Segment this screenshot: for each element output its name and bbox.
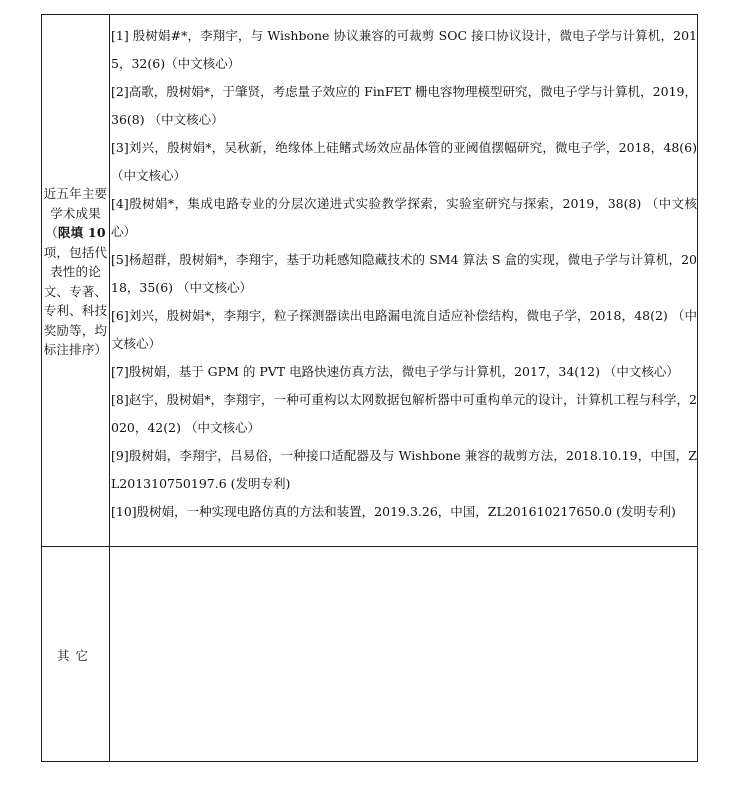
achievement-item-1: [1] 殷树娟#*，李翔宇，与 Wishbone 协议兼容的可裁剪 SOC 接口协议设计，微电子学与计算机，2015，32(6)（中文核心） — [111, 28, 697, 71]
achievement-item-4: [4]殷树娟*，集成电路专业的分层次递进式实验教学探索，实验室研究与探索，2019，38(8) （中文核心） — [111, 196, 697, 239]
achievement-item-6: [6]刘兴，殷树娟*，李翔宇，粒子探测器读出电路漏电流自适应补偿结构，微电子学，2018，48(2) （中文核心） — [111, 308, 697, 351]
achievements-list — [111, 22, 697, 526]
achievements-label-bold: 限填 10 — [57, 225, 106, 240]
achievements-label-part1: 近五年主要学术成果（ — [43, 186, 108, 240]
achievements-label-part2: 项，包括代表性的论文、专著、专利、科技奖励等，均标注排序） — [43, 244, 108, 357]
achievements-label — [42, 184, 109, 360]
achievement-item-3: [3]刘兴，殷树娟*，吴秋新，绝缘体上硅鳍式场效应晶体管的亚阈值摆幅研究，微电子学，2018，48(6)（中文核心） — [111, 140, 697, 183]
other-label: 其它 — [56, 648, 94, 663]
row-divider — [41, 546, 698, 547]
achievement-item-7: [7]殷树娟，基于 GPM 的 PVT 电路快速仿真方法，微电子学与计算机，2017，34(12) （中文核心） — [111, 364, 679, 379]
achievement-item-5: [5]杨超群，殷树娟*，李翔宇，基于功耗感知隐藏技术的 SM4 算法 S 盒的实现，微电子学与计算机，2018，35(6) （中文核心） — [111, 252, 697, 295]
column-divider — [109, 14, 110, 762]
achievement-item-10: [10]殷树娟，一种实现电路仿真的方法和装置，2019.3.26，中国，ZL201610217650.0 (发明专利) — [111, 504, 676, 519]
other-content — [111, 550, 696, 758]
achievement-item-9: [9]殷树娟，李翔宇，吕易俗，一种接口适配器及与 Wishbone 兼容的裁剪方法，2018.10.19，中国，ZL201310750197.6 (发明专利) — [111, 448, 697, 491]
achievement-item-8: [8]赵宇，殷树娟*，李翔宇，一种可重构以太网数据包解析器中可重构单元的设计，计算机工程与科学，2020，42(2) （中文核心） — [111, 392, 697, 435]
achievement-item-2: [2]高歌，殷树娟*，于肇贤，考虑量子效应的 FinFET 栅电容物理模型研究，微电子学与计算机，2019，36(8) （中文核心） — [111, 84, 697, 127]
